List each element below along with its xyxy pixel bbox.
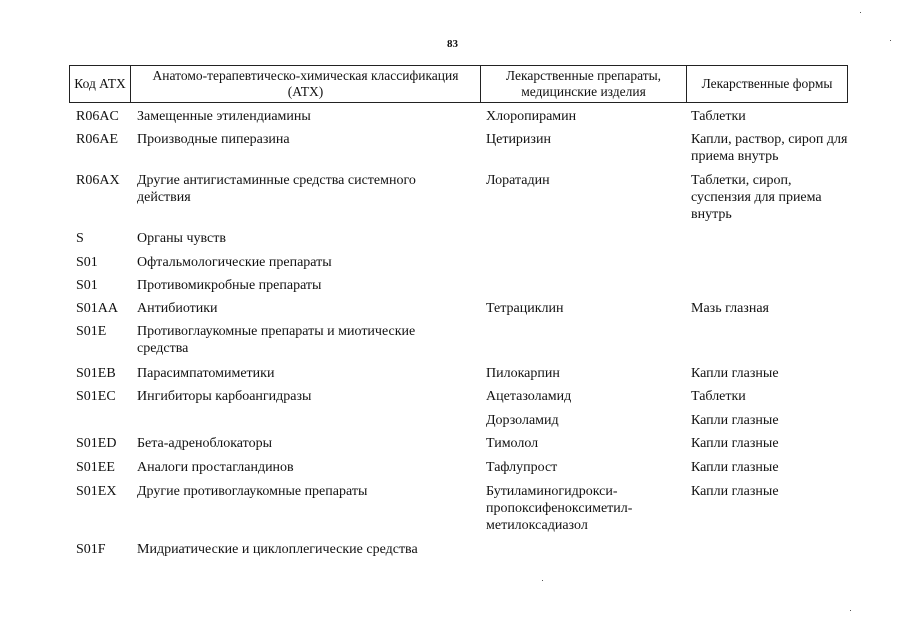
cell-form: Капли глазные [691, 413, 779, 428]
cell-classification: Антибиотики [137, 301, 218, 316]
cell-drug: Хлоропирамин [486, 109, 577, 124]
header-classification: Анатомо-терапевтическо-химическая классификация (АТХ) [131, 66, 481, 103]
cell-code: S01EE [76, 460, 115, 475]
cell-form: Таблетки [691, 389, 746, 404]
cell-classification: Органы чувств [137, 231, 226, 246]
cell-classification: Противоглаукомные препараты и миотические средства [137, 324, 416, 356]
table-header [69, 65, 848, 103]
cell-classification: Противомикробные препараты [137, 278, 322, 293]
cell-classification: Другие антигистаминные средства системного действия [137, 173, 416, 205]
cell-drug: Тетрациклин [486, 301, 564, 316]
cell-form: Капли глазные [691, 484, 779, 499]
scan-speck [542, 580, 543, 581]
cell-code: R06AE [76, 132, 118, 147]
cell-code: S01ED [76, 436, 117, 451]
cell-code: R06AX [76, 173, 120, 188]
cell-form: Таблетки [691, 109, 746, 124]
cell-code: S01EB [76, 366, 116, 381]
header-forms: Лекарственные формы [687, 66, 848, 103]
cell-classification: Другие противоглаукомные препараты [137, 484, 368, 499]
cell-code: R06AC [76, 109, 119, 124]
scan-speck [860, 12, 861, 13]
scan-speck [850, 610, 851, 611]
cell-classification: Аналоги простагландинов [137, 460, 294, 475]
cell-form: Таблетки, сироп, суспензия для приема внутрь [691, 173, 822, 222]
cell-drug: Тафлупрост [486, 460, 558, 475]
cell-drug: Тимолол [486, 436, 539, 451]
scan-speck [890, 40, 891, 41]
cell-code: S01AA [76, 301, 119, 316]
cell-classification: Бета-адреноблокаторы [137, 436, 273, 451]
cell-classification: Мидриатические и циклоплегические средства [137, 542, 418, 557]
cell-form: Капли, раствор, сироп для приема внутрь [691, 132, 848, 164]
cell-form: Капли глазные [691, 460, 779, 475]
cell-drug: Пилокарпин [486, 366, 560, 381]
cell-drug: Цетиризин [486, 132, 551, 147]
cell-drug: Лоратадин [486, 173, 550, 188]
cell-code: S01F [76, 542, 106, 557]
cell-drug: Бутиламиногидрокси-пропоксифеноксиметил-метилоксадиазол [486, 484, 633, 533]
cell-code: S [76, 231, 84, 246]
cell-classification: Производные пиперазина [137, 132, 290, 147]
cell-classification: Замещенные этилендиамины [137, 109, 311, 124]
cell-drug: Дорзоламид [486, 413, 559, 428]
cell-code: S01 [76, 278, 98, 293]
cell-drug: Ацетазоламид [486, 389, 572, 404]
page-number: 83 [447, 38, 458, 50]
cell-code: S01EX [76, 484, 117, 499]
header-drugs: Лекарственные препараты, медицинские изделия [481, 66, 687, 103]
cell-form: Мазь глазная [691, 301, 769, 316]
cell-form: Капли глазные [691, 436, 779, 451]
header-code: Код АТХ [70, 66, 131, 103]
cell-code: S01EC [76, 389, 116, 404]
cell-code: S01 [76, 255, 98, 270]
cell-code: S01E [76, 324, 107, 339]
cell-classification: Ингибиторы карбоангидразы [137, 389, 312, 404]
cell-classification: Парасимпатомиметики [137, 366, 275, 381]
cell-classification: Офтальмологические препараты [137, 255, 332, 270]
cell-form: Капли глазные [691, 366, 779, 381]
